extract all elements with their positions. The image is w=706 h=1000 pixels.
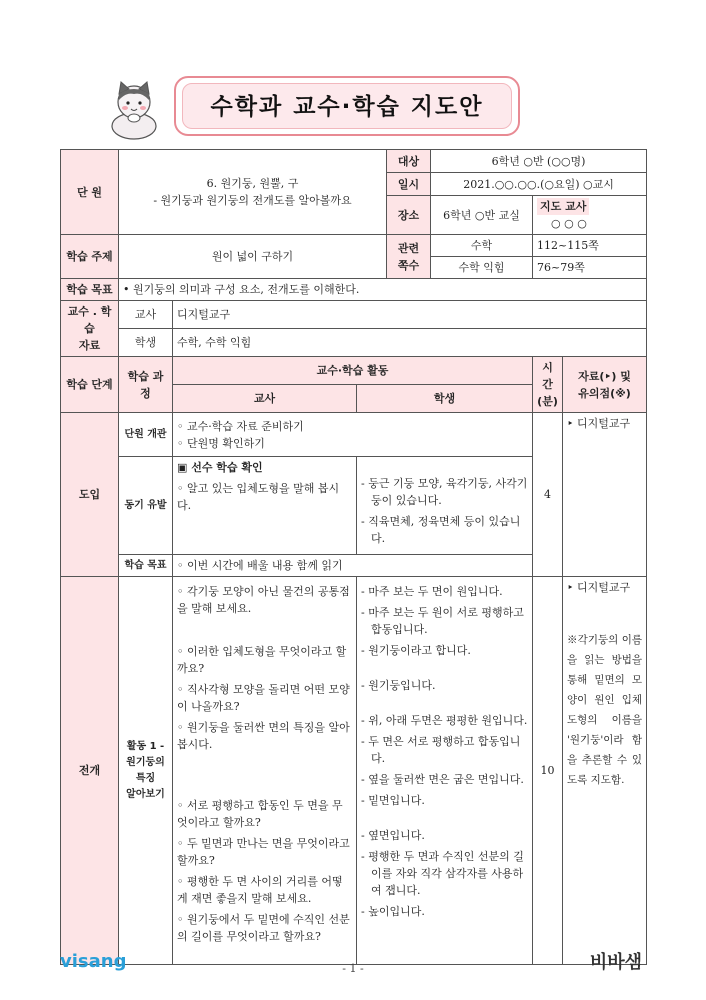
intro-process-1: 단원 개관	[119, 413, 173, 457]
develop-student-item: - 밑면입니다.	[361, 794, 425, 807]
page-number: - 1 -	[342, 962, 364, 975]
related-row2-pages: 76~79쪽	[533, 257, 647, 279]
develop-process: 활동 1 - 원기둥의 특징 알아보기	[119, 577, 173, 965]
intro-stage: 도입	[61, 413, 119, 577]
supervising-teacher-label: 지도 교사	[537, 198, 589, 215]
develop-teacher-item: ◦ 두 밑면과 만나는 면을 무엇이라고 할까요?	[177, 837, 350, 867]
intro-p1-content	[173, 413, 533, 457]
develop-student	[357, 577, 533, 965]
develop-teacher-item: ◦ 직사각형 모양을 돌리면 어떤 모양이 나올까요?	[177, 683, 350, 713]
topic-label: 학습 주제	[61, 235, 119, 279]
intro-p2-student-item: - 둥근 기둥 모양, 육각기둥, 사각기둥이 있습니다.	[361, 477, 528, 507]
intro-p2-teacher	[173, 457, 357, 555]
intro-p2-heading: ▣ 선수 학습 확인	[177, 461, 263, 474]
page-title: 수학과 교수·학습 지도안	[210, 94, 484, 120]
develop-student-item: - 원기둥이라고 합니다.	[361, 644, 471, 657]
develop-student-item: - 평행한 두 면과 수직인 선분의 길이를 자와 직각 삼각자를 사용하여 잽니다.	[361, 850, 524, 897]
intro-p3-teacher: ◦ 이번 시간에 배울 내용 함께 읽기	[173, 555, 533, 577]
develop-teacher-item: ◦ 서로 평행하고 합동인 두 면을 무엇이라고 할까요?	[177, 799, 343, 829]
develop-resources	[563, 577, 647, 965]
goal-label: 학습 목표	[61, 279, 119, 301]
related-row1-name: 수학	[431, 235, 533, 257]
develop-time: 10	[533, 577, 563, 965]
develop-resource: ‣ 디지털교구	[567, 581, 631, 594]
develop-student-item: - 옆면입니다.	[361, 829, 425, 842]
develop-student-item: - 마주 보는 두 원이 서로 평행하고 합동입니다.	[361, 606, 524, 636]
intro-time: 4	[533, 413, 563, 577]
develop-note: ※각기둥의 이름을 읽는 방법을 통해 밑면의 모양이 원인 입체도형의 이름을 '원기둥'이라 함을 추론할 수 있도록 지도함.	[567, 634, 643, 786]
document-header	[0, 0, 706, 150]
intro-process-3: 학습 목표	[119, 555, 173, 577]
develop-teacher-item: ◦ 원기둥을 둘러싼 면의 특징을 알아봅시다.	[177, 721, 350, 751]
materials-teacher-label: 교사	[119, 301, 173, 329]
intro-process-2: 동기 유발	[119, 457, 173, 555]
unit-value	[119, 150, 387, 235]
col-resources: 자료(‣) 및 유의점(※)	[563, 357, 647, 413]
develop-teacher	[173, 577, 357, 965]
develop-student-item: - 위, 아래 두면은 평평한 원입니다.	[361, 714, 528, 727]
related-row1-pages: 112~115쪽	[533, 235, 647, 257]
unit-line-1: 6. 원기둥, 원뿔, 구	[206, 177, 299, 190]
place-value: 6학년 ○반 교실	[431, 196, 533, 235]
lesson-plan-table	[60, 149, 647, 965]
target-value: 6학년 ○반 (○○명)	[431, 150, 647, 173]
vivasam-logo: 비바샘	[589, 952, 642, 973]
col-time: 시간 (분)	[533, 357, 563, 413]
develop-student-item: - 높이입니다.	[361, 905, 425, 918]
develop-student-item: - 마주 보는 두 면이 원입니다.	[361, 585, 503, 598]
related-row2-name: 수학 익힘	[431, 257, 533, 279]
develop-student-item: - 원기둥입니다.	[361, 679, 436, 692]
topic-value: 원이 넓이 구하기	[119, 235, 387, 279]
intro-p1-item: ◦ 단원명 확인하기	[177, 436, 265, 450]
related-label: 관련 쪽수	[387, 235, 431, 279]
materials-student-label: 학생	[119, 329, 173, 357]
develop-teacher-item: ◦ 이러한 입체도형을 무엇이라고 할까요?	[177, 645, 347, 675]
date-label: 일시	[387, 173, 431, 196]
materials-student-value: 수학, 수학 익힘	[173, 329, 647, 357]
col-student: 학생	[357, 385, 533, 413]
develop-teacher-item: ◦ 원기둥에서 두 밑면에 수직인 선분의 길이를 무엇이라고 할까요?	[177, 913, 350, 943]
intro-resource: ‣ 디지털교구	[563, 413, 647, 577]
intro-p2-student	[357, 457, 533, 555]
goal-value: • 원기둥의 의미과 구성 요소, 전개도를 이해한다.	[119, 279, 647, 301]
col-process: 학습 과정	[119, 357, 173, 413]
develop-stage: 전개	[61, 577, 119, 965]
title-banner	[174, 76, 520, 136]
unit-label: 단 원	[61, 150, 119, 235]
supervising-teacher-value: ○ ○ ○	[551, 217, 587, 230]
intro-p1-item: ◦ 교수·학습 자료 준비하기	[177, 419, 304, 433]
develop-teacher-item: ◦ 각기둥 모양이 아닌 물건의 공통점을 말해 보세요.	[177, 585, 350, 615]
target-label: 대상	[387, 150, 431, 173]
place-label: 장소	[387, 196, 431, 235]
date-value: 2021.○○.○○.(○요일) ○교시	[431, 173, 647, 196]
visang-logo: visang	[60, 951, 127, 972]
col-activity: 교수·학습 활동	[173, 357, 533, 385]
materials-label: 교수 . 학습 자료	[61, 301, 119, 357]
intro-p2-teacher-text: ◦ 알고 있는 입체도형을 말해 봅시다.	[177, 482, 340, 512]
develop-student-item: - 옆을 둘러싼 면은 굽은 면입니다.	[361, 773, 524, 786]
col-teacher: 교사	[173, 385, 357, 413]
cat-mascot-icon	[104, 78, 164, 140]
develop-student-item: - 두 면은 서로 평행하고 합동입니다.	[361, 735, 521, 765]
materials-teacher-value: 디지털교구	[173, 301, 647, 329]
develop-teacher-item: ◦ 평행한 두 면 사이의 거리를 어떻게 재면 좋을지 말해 보세요.	[177, 875, 343, 905]
unit-line-2: - 원기둥과 원기둥의 전개도를 알아볼까요	[153, 194, 352, 207]
col-stage: 학습 단계	[61, 357, 119, 413]
teacher-cell	[533, 196, 647, 235]
intro-p2-student-item: - 직육면체, 정육면체 등이 있습니다.	[361, 515, 521, 545]
